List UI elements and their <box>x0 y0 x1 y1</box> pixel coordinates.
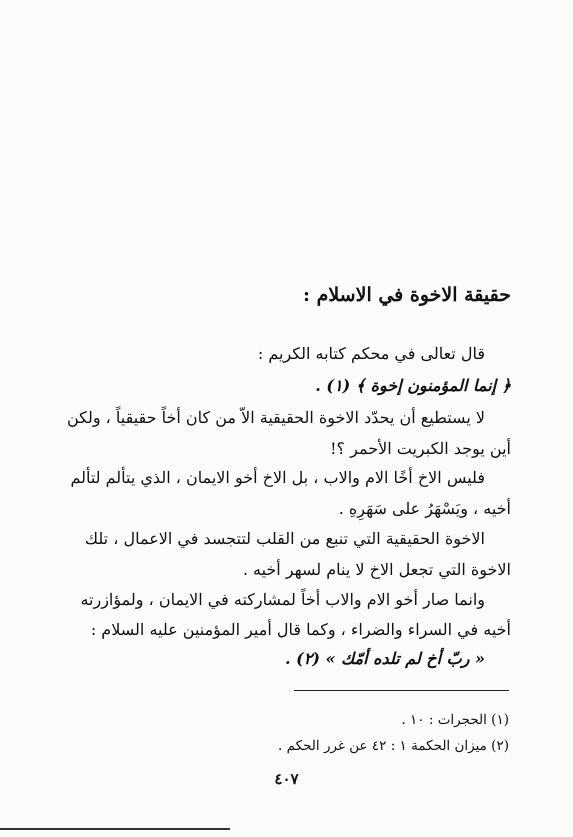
body-line-10: أخيه في السراء والضراء ، وكما قال أمير المؤمنين عليه السلام : <box>90 620 511 639</box>
body-line-1: قال تعالى في محكم كتابه الكريم : <box>257 344 485 363</box>
footnote-divider <box>294 690 509 691</box>
body-line-5: فليس الاخ أخًا الام والاب ، بل الاخ أخو الايمان ، الذي يتألم لتألم <box>70 468 485 487</box>
body-line-6: أخيه ، ويَسْهَرُ على سَهَرِهِ . <box>338 499 511 518</box>
body-line-8: الاخوة التي تجعل الاخ لا ينام لسهر أخيه . <box>242 560 511 579</box>
body-line-7: الاخوة الحقيقية التي تنبع من القلب لتتجسد في الاعمال ، تلك <box>84 529 485 548</box>
hadith-quote-line: « ربّ أخ لم تلده أمّك » (٢) . <box>285 649 485 668</box>
footnote-1: (١) الحجرات : ١٠ . <box>401 712 509 728</box>
quran-verse-line: ﴿ إنما المؤمنون إخوة ﴾ (١) . <box>315 376 511 395</box>
section-heading: حقيقة الاخوة في الاسلام : <box>302 284 511 306</box>
scan-edge-line <box>0 828 230 830</box>
page-number: ٤٠٧ <box>274 770 299 788</box>
footnote-2: (٢) ميزان الحكمة ١ : ٤٢ عن غرر الحكم . <box>278 738 509 754</box>
body-line-3: لا يستطيع أن يحدّد الاخوة الحقيقية الاّ من كان أخاً حقيقياً ، ولكن <box>66 408 485 427</box>
body-line-4: أين يوجد الكبريت الأحمر ؟! <box>330 439 511 458</box>
body-line-9: وانما صار أخو الام والاب أخاً لمشاركته في الايمان ، ولمؤازرته <box>80 590 485 609</box>
